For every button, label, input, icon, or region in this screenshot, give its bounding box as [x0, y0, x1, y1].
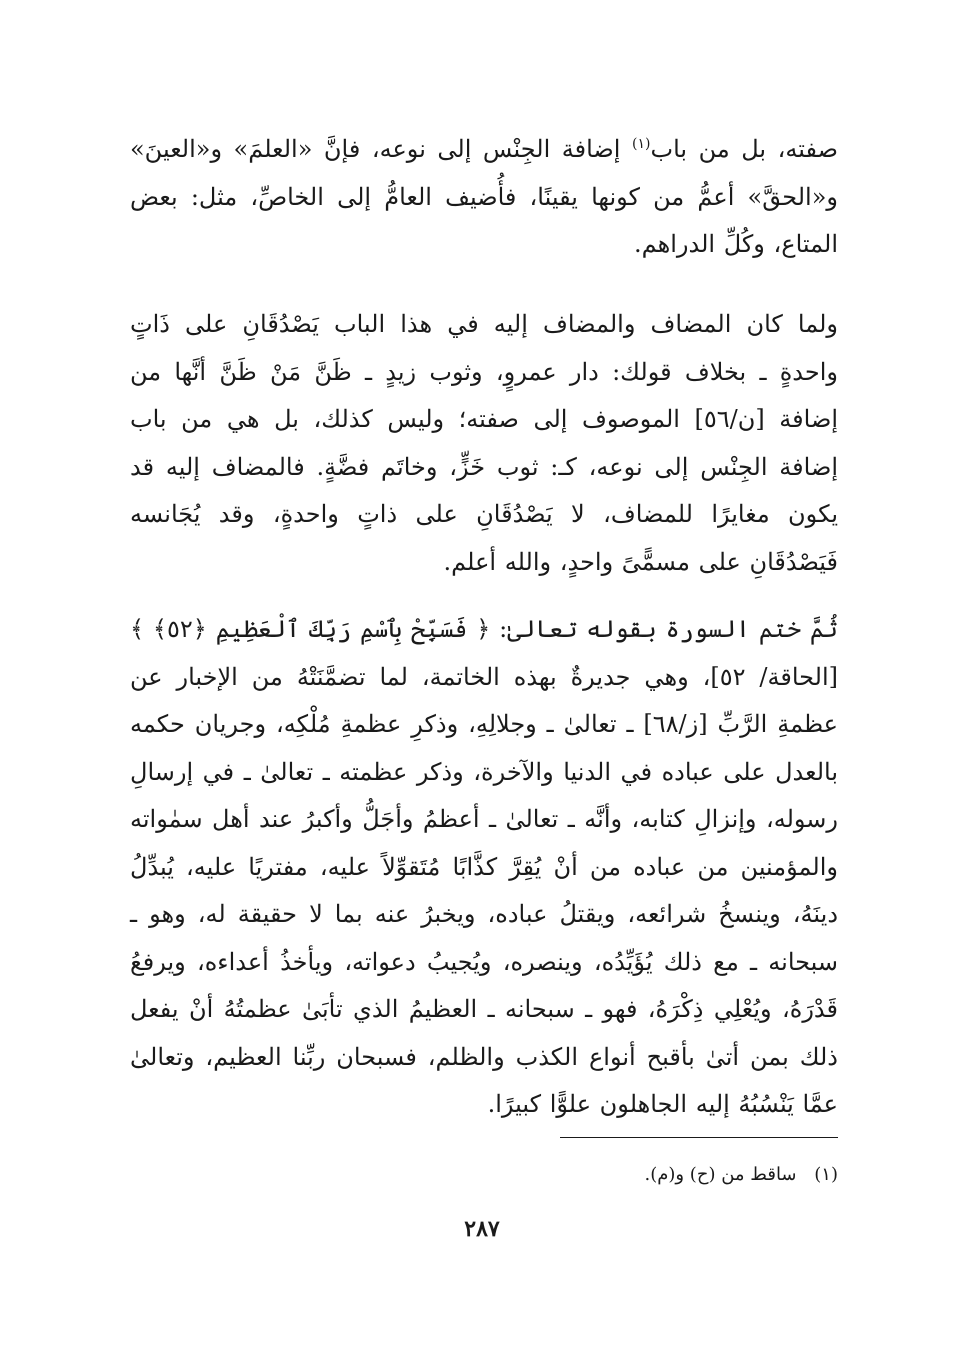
footnote — [400, 1160, 838, 1190]
paragraph-1-text-start: صفته، بل من باب — [650, 135, 838, 163]
paragraph-3: ثُمَّ ختم السورة بقوله تعالىٰ: ﴿ فَسَبِّحْ بِٱسْمِ رَبِّكَ ٱلْعَظِيمِ ﴿٥٢﴾ ﴾ [الحاقة/ ٥٢]، وهي جديرةٌ بهذه الخاتمة، لما تضمَّنَتْهُ من الإخبار عن عظمةِ الرَّبِّ [ز/٦٨] ـ تعالىٰ ـ وجلالِهِ، وذكرِ عظمةِ مُلْكِه، وجريان حكمه بالعدل على عباده في الدنيا والآخرة، وذكر عظمته ـ تعالىٰ ـ في إرسالِ رسوله، وإنزالِ كتابه، وأنَّه ـ تعالىٰ ـ أعظمُ وأجَلُّ وأكبرُ عند أهل سمٰواته والمؤمنين من عباده من أنْ يُقِرَّ كذَّابًا مُتَقوِّلاً عليه، مفتريًا عليه، يُبدِّلُ دينَهُ، وينسخُ شرائعه، ويقتلُ عباده، ويخبرُ عنه بما لا حقيقة له، وهو ـ سبحانه ـ مع ذلك يُؤَيِّدُه، وينصره، ويُجيبُ دعواته، ويأخذُ أعداءه، ويرفعُ قَدْرَهُ، ويُعْلِي ذِكْرَهُ، فهو ـ سبحانه ـ العظيمُ الذي تأبَىٰ عظمتُهُ أنْ يفعل ذلك بمن أتىٰ بأقبح أنواع الكذب والظلم، فسبحان ربِّنا العظيم، وتعالىٰ عمَّا يَنْسُبُهُ إليه الجاهلون علوًّا كبيرًا. — [130, 615, 838, 1118]
footnote-number: (١) — [814, 1164, 838, 1185]
paragraph-1-text-end: إضافة الجِنْس إلى نوعه، فإنَّ «العلمَ» و«العينَ» و«الحقَّ» أعمُّ من كونها يقينًا، فأُضيف العامُّ إلى الخاصِّ، مثل: بعض المتاع، وكُلِّ الدراهم. — [130, 135, 838, 258]
footnote-text: ساقط من (ح) و(م). — [644, 1164, 797, 1185]
paragraph-1 — [130, 126, 838, 269]
page-number: ٢٨٧ — [464, 1216, 500, 1242]
paragraph-2: ولما كان المضاف والمضاف إليه في هذا الباب يَصْدُقَانِ على ذَاتٍ واحدةٍ ـ بخلاف قولك: دار عمروٍ، وثوب زيدٍ ـ ظَنَّ مَنْ ظَنَّ أنَّها من إضافة [ن/٥٦] الموصوف إلى صفته؛ وليس كذلك، بل هي من باب إضافة الجِنْس إلى نوعه، كـ: ثوب خَزٍّ، وخاتَم فضَّةٍ. فالمضاف إليه قد يكون مغايرًا للمضاف، لا يَصْدُقَانِ على ذاتٍ واحدةٍ، وقد يُجَانسه فَيَصْدُقَانِ على مسمًّىً واحدٍ، والله أعلم. — [130, 310, 839, 576]
footnote-divider — [560, 1137, 838, 1138]
footnote-reference: (١) — [632, 136, 651, 152]
